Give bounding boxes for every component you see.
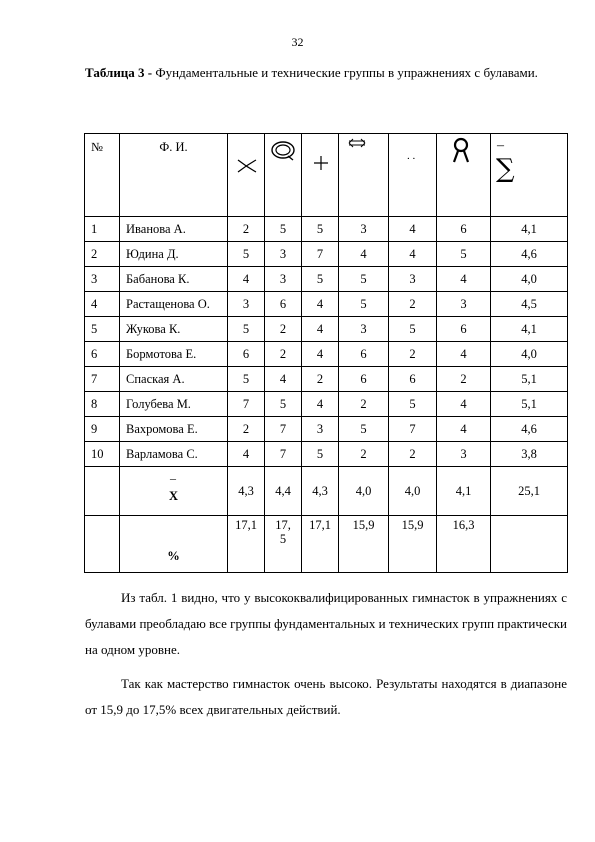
table-row <box>85 342 568 367</box>
row-value: 2 <box>228 417 265 442</box>
row-value: 4 <box>437 417 491 442</box>
row-value: 4 <box>437 342 491 367</box>
row-value: 6 <box>339 367 389 392</box>
row-total: 5,1 <box>491 367 568 392</box>
row-value: 5 <box>389 317 437 342</box>
row-value: 6 <box>437 217 491 242</box>
row-value: 4 <box>302 317 339 342</box>
results-table <box>84 133 568 573</box>
row-name: Варламова С. <box>120 442 228 467</box>
sum-icon <box>491 134 568 217</box>
mean-value: 4,4 <box>265 467 302 516</box>
row-total: 4,6 <box>491 242 568 267</box>
row-value: 4 <box>437 392 491 417</box>
percent-value: 17,1 <box>228 516 265 573</box>
row-number: 1 <box>85 217 120 242</box>
row-value: 5 <box>302 442 339 467</box>
row-value: 5 <box>339 292 389 317</box>
paragraph: Так как мастерство гимнасток очень высоко. Результаты находятся в диапазоне от 15,9 до 17,5% всех двигательных действий. <box>85 676 567 717</box>
table-row <box>85 267 568 292</box>
header-name: Ф. И. <box>120 134 228 217</box>
row-value: 2 <box>339 392 389 417</box>
row-value: 2 <box>437 367 491 392</box>
row-value: 6 <box>389 367 437 392</box>
percent-value: 17,1 <box>302 516 339 573</box>
row-total: 4,6 <box>491 417 568 442</box>
row-number: 3 <box>85 267 120 292</box>
table-caption <box>85 60 567 86</box>
paragraph: Из табл. 1 видно, что у высококвалифицированных гимнасток в упражнениях с булавами преобладаю все группы фундаментальных и технических групп практически на одном уровне. <box>85 590 567 657</box>
dots-icon <box>389 134 437 217</box>
percent-value: 15,9 <box>339 516 389 573</box>
row-total: 5,1 <box>491 392 568 417</box>
sum-bar: – <box>497 138 504 153</box>
row-value: 2 <box>265 342 302 367</box>
mean-value: 4,3 <box>302 467 339 516</box>
row-number: 6 <box>85 342 120 367</box>
header-num: № <box>85 134 120 217</box>
row-value: 5 <box>339 267 389 292</box>
row-value: 6 <box>265 292 302 317</box>
row-total: 4,5 <box>491 292 568 317</box>
mean-label: X <box>169 489 179 503</box>
table-row <box>85 217 568 242</box>
mean-total: 25,1 <box>491 467 568 516</box>
row-name: Вахромова Е. <box>120 417 228 442</box>
double-arrow-icon <box>339 134 389 217</box>
table-header-row <box>85 134 568 217</box>
row-total: 4,0 <box>491 267 568 292</box>
row-number: 5 <box>85 317 120 342</box>
row-value: 5 <box>228 242 265 267</box>
percent-label: % <box>120 516 228 573</box>
row-name: Жукова К. <box>120 317 228 342</box>
dots-text: . . <box>407 150 416 162</box>
figure-icon <box>437 134 491 217</box>
mean-value: 4,3 <box>228 467 265 516</box>
row-value: 4 <box>302 392 339 417</box>
row-value: 7 <box>265 417 302 442</box>
row-number: 8 <box>85 392 120 417</box>
percent-total <box>491 516 568 573</box>
row-name: Юдина Д. <box>120 242 228 267</box>
row-name: Иванова А. <box>120 217 228 242</box>
row-value: 3 <box>302 417 339 442</box>
row-number: 7 <box>85 367 120 392</box>
row-value: 2 <box>339 442 389 467</box>
row-number: 10 <box>85 442 120 467</box>
caption-text: Фундаментальные и технические группы в упражнениях с булавами. <box>152 65 538 80</box>
row-name: Бормотова Е. <box>120 342 228 367</box>
row-value: 3 <box>339 217 389 242</box>
percent-value: 17, 5 <box>265 516 302 573</box>
cross-swing-icon <box>228 134 265 217</box>
mean-value: 4,0 <box>389 467 437 516</box>
row-total: 3,8 <box>491 442 568 467</box>
row-value: 4 <box>389 217 437 242</box>
row-name: Голубева М. <box>120 392 228 417</box>
row-value: 5 <box>228 317 265 342</box>
row-value: 6 <box>339 342 389 367</box>
row-value: 4 <box>437 267 491 292</box>
row-value: 5 <box>302 267 339 292</box>
table-row <box>85 392 568 417</box>
row-value: 2 <box>265 317 302 342</box>
row-value: 4 <box>339 242 389 267</box>
percent-value: 16,3 <box>437 516 491 573</box>
row-value: 5 <box>389 392 437 417</box>
row-value: 4 <box>302 292 339 317</box>
row-value: 3 <box>265 242 302 267</box>
percent-row <box>85 516 568 573</box>
circle-loop-icon <box>265 134 302 217</box>
row-total: 4,0 <box>491 342 568 367</box>
table-row <box>85 292 568 317</box>
row-name: Спаская А. <box>120 367 228 392</box>
table-row <box>85 367 568 392</box>
row-name: Растащенова О. <box>120 292 228 317</box>
row-value: 3 <box>228 292 265 317</box>
plus-icon <box>302 134 339 217</box>
row-value: 5 <box>265 392 302 417</box>
row-value: 3 <box>437 292 491 317</box>
row-value: 7 <box>302 242 339 267</box>
row-total: 4,1 <box>491 217 568 242</box>
row-value: 3 <box>437 442 491 467</box>
row-value: 2 <box>389 442 437 467</box>
row-value: 2 <box>389 292 437 317</box>
row-value: 4 <box>228 267 265 292</box>
mean-label-cell <box>120 467 228 516</box>
mean-bar: – <box>170 471 176 485</box>
row-value: 6 <box>437 317 491 342</box>
mean-value: 4,0 <box>339 467 389 516</box>
row-value: 4 <box>302 342 339 367</box>
percent-value: 15,9 <box>389 516 437 573</box>
row-value: 2 <box>302 367 339 392</box>
table-row <box>85 242 568 267</box>
row-value: 5 <box>339 417 389 442</box>
row-value: 2 <box>228 217 265 242</box>
row-value: 2 <box>389 342 437 367</box>
row-value: 7 <box>389 417 437 442</box>
row-value: 5 <box>437 242 491 267</box>
row-value: 4 <box>265 367 302 392</box>
table-row <box>85 317 568 342</box>
row-number: 2 <box>85 242 120 267</box>
table-row <box>85 442 568 467</box>
row-value: 3 <box>265 267 302 292</box>
row-total: 4,1 <box>491 317 568 342</box>
table-row <box>85 417 568 442</box>
row-value: 3 <box>339 317 389 342</box>
row-number: 4 <box>85 292 120 317</box>
row-value: 4 <box>389 242 437 267</box>
row-value: 5 <box>302 217 339 242</box>
row-value: 4 <box>228 442 265 467</box>
mean-row <box>85 467 568 516</box>
mean-value: 4,1 <box>437 467 491 516</box>
row-number: 9 <box>85 417 120 442</box>
row-value: 7 <box>265 442 302 467</box>
row-name: Бабанова К. <box>120 267 228 292</box>
row-value: 3 <box>389 267 437 292</box>
caption-label: Таблица 3 - <box>85 65 153 80</box>
row-value: 5 <box>265 217 302 242</box>
row-value: 6 <box>228 342 265 367</box>
page-number: 32 <box>291 35 304 49</box>
row-value: 7 <box>228 392 265 417</box>
sum-symbol: ∑ <box>496 154 515 184</box>
row-value: 5 <box>228 367 265 392</box>
